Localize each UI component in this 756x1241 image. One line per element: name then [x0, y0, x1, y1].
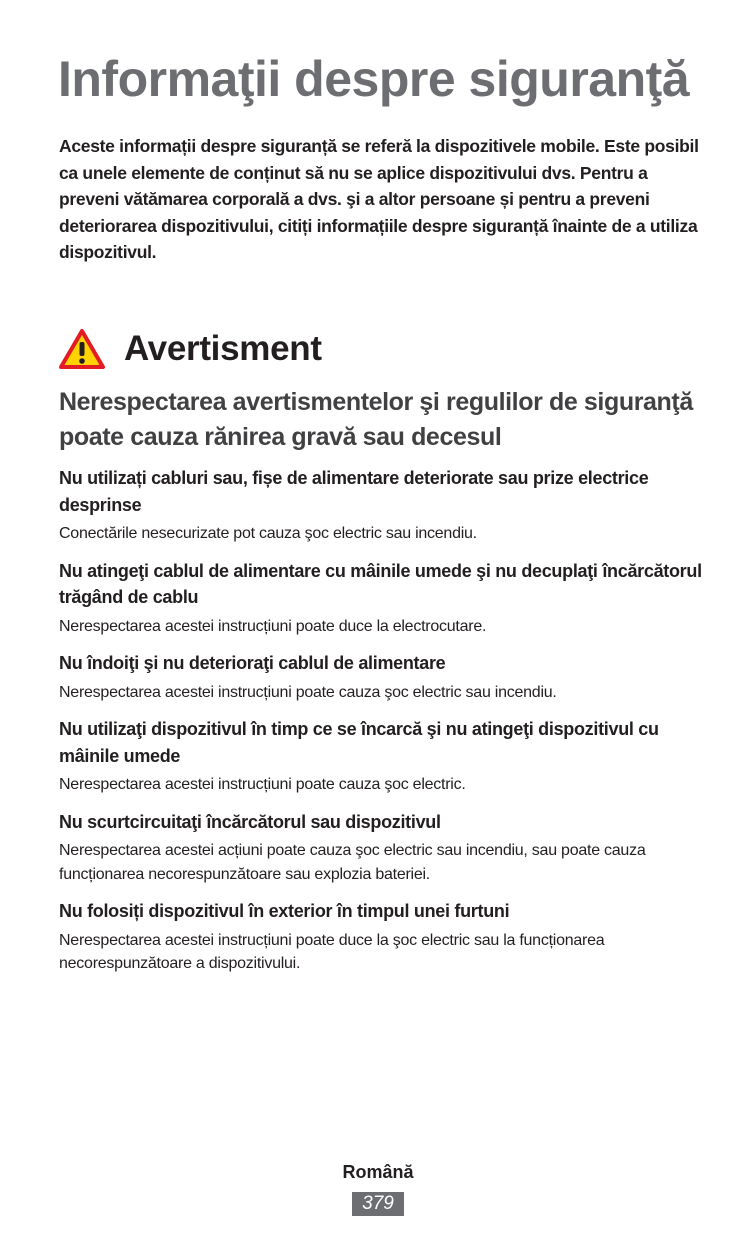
- page-title: Informaţii despre siguranţă: [58, 51, 690, 107]
- rule-item: [59, 809, 707, 887]
- rule-title: Nu utilizați cabluri sau, fișe de alimentare deteriorate sau prize electrice desprinse: [59, 468, 649, 515]
- rule-body: Nerespectarea acestei acțiuni poate cauza şoc electric sau incendiu, sau poate cauza funcționarea necorespunzătoare sau explozia bateriei.: [59, 842, 646, 883]
- rule-item: [59, 650, 707, 704]
- warning-triangle-icon: [58, 328, 106, 370]
- warning-title: Avertisment: [124, 329, 322, 368]
- rule-body: Nerespectarea acestei instrucțiuni poate duce la şoc electric sau la funcționarea necorespunzătoare a dispozitivului.: [59, 931, 605, 972]
- warning-header: [58, 323, 322, 375]
- page-number: 379: [352, 1192, 404, 1216]
- rule-item: [59, 465, 707, 546]
- intro-paragraph: Aceste informații despre siguranță se referă la dispozitivele mobile. Este posibil ca unele elemente de conținut să nu se aplice dispozitivului dvs. Pentru a preveni vătămarea corporală a dvs. şi a altor persoane și pentru a preveni deteriorarea dispozitivului, citiți informațiile despre siguranță înainte de a utiliza dispozitivul.: [59, 136, 699, 262]
- rule-item: [59, 558, 707, 639]
- warning-subheading: Nerespectarea avertismentelor şi regulilor de siguranţă poate cauza rănirea gravă sau decesul: [59, 388, 693, 451]
- footer-language: Română: [342, 1162, 414, 1182]
- rules-list: [59, 465, 707, 988]
- rule-body: Nerespectarea acestei instrucțiuni poate cauza şoc electric.: [59, 776, 466, 793]
- rule-title: Nu folosiți dispozitivul în exterior în timpul unei furtuni: [59, 901, 510, 921]
- rule-title: Nu îndoiţi şi nu deterioraţi cablul de alimentare: [59, 653, 446, 673]
- rule-title: Nu utilizaţi dispozitivul în timp ce se încarcă şi nu atingeţi dispozitivul cu mâinile umede: [59, 719, 659, 766]
- rule-item: [59, 898, 707, 976]
- rule-item: [59, 716, 707, 797]
- rule-title: Nu scurtcircuitaţi încărcătorul sau dispozitivul: [59, 811, 441, 832]
- rule-body: Nerespectarea acestei instrucțiuni poate duce la electrocutare.: [59, 617, 487, 635]
- rule-body: Conectările nesecurizate pot cauza şoc electric sau incendiu.: [59, 525, 477, 542]
- rule-title: Nu atingeţi cablul de alimentare cu mâinile umede şi nu decuplaţi încărcătorul trăgând de cablu: [59, 560, 702, 607]
- rule-body: Nerespectarea acestei instrucțiuni poate cauza şoc electric sau incendiu.: [59, 683, 557, 701]
